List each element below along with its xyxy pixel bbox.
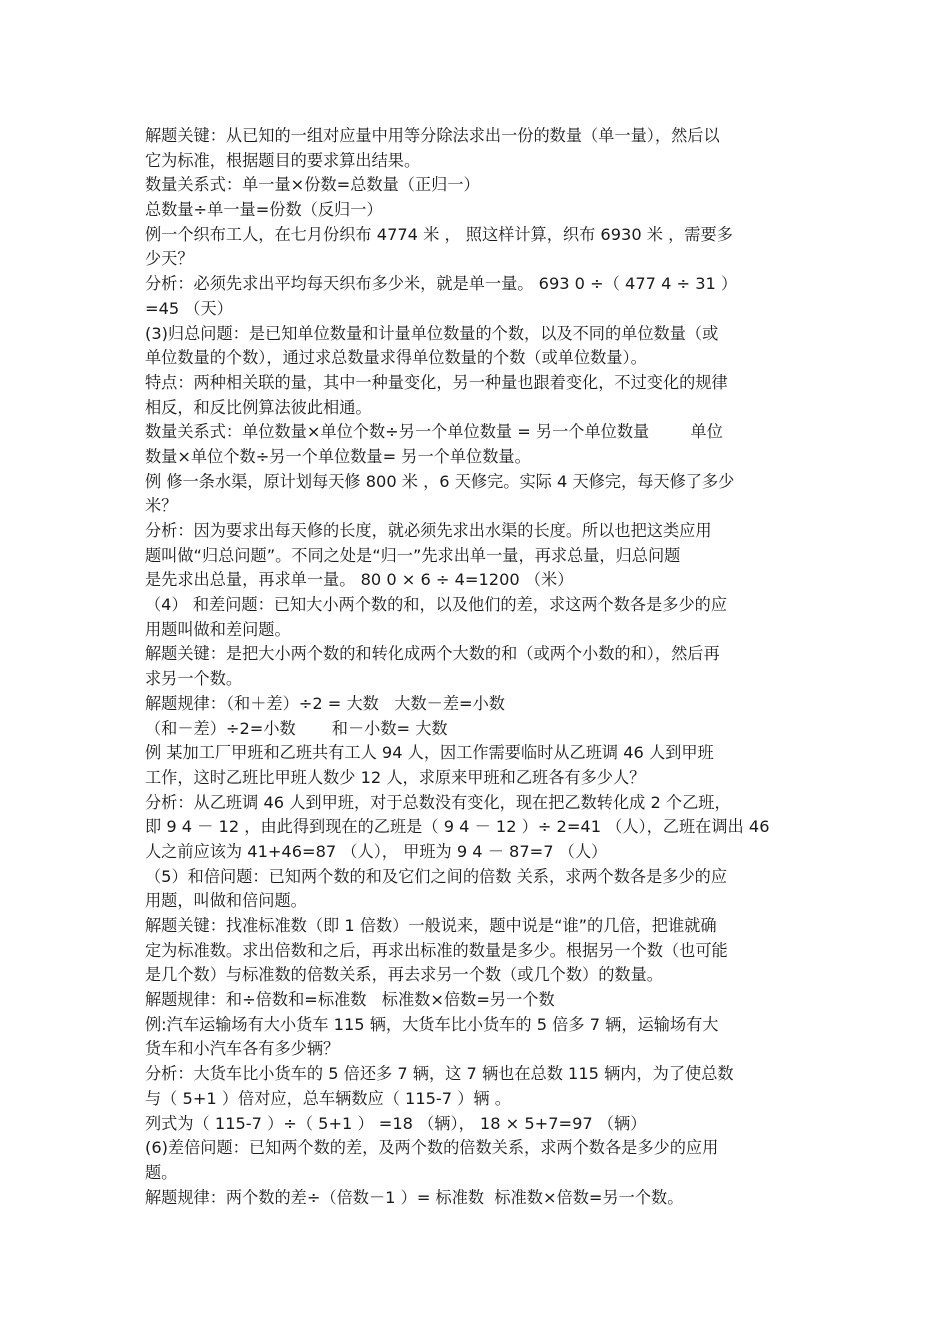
text-line: (3)归总问题：是已知单位数量和计量单位数量的个数，以及不同的单位数量（或 xyxy=(145,323,719,343)
text-line: 人之前应该为 41+46=87 （人）， 甲班为 9 4 － 87=7 （人） xyxy=(145,841,608,861)
text-line: 例 修一条水渠，原计划每天修 800 米 ，6 天修完。实际 4 天修完，每天修了多少 xyxy=(145,471,735,491)
text-line: 工作，这时乙班比甲班人数少 12 人，求原来甲班和乙班各有多少人？ xyxy=(145,767,646,787)
text-line: 解题规律：两个数的差÷（倍数－1 ）= 标准数 标准数×倍数=另一个数。 xyxy=(145,1187,684,1207)
text-line: 解题规律：（和＋差）÷2 = 大数 大数－差=小数 xyxy=(145,693,505,713)
text-line: 它为标准，根据题目的要求算出结果。 xyxy=(145,150,421,170)
text-line: 数量关系式：单位数量×单位个数÷另一个单位数量 = 另一个单位数量 单位 xyxy=(145,422,723,442)
text-line: 例:汽车运输场有大小货车 115 辆，大货车比小货车的 5 倍多 7 辆，运输场有大 xyxy=(145,1014,719,1034)
text-line: =45 （天） xyxy=(145,298,233,318)
text-line: 货车和小汽车各有多少辆？ xyxy=(145,1039,340,1059)
text-line: 分析：从乙班调 46 人到甲班，对于总数没有变化，现在把乙数转化成 2 个乙班， xyxy=(145,792,731,812)
text-line: 分析：因为要求出每天修的长度，就必须先求出水渠的长度。所以也把这类应用 xyxy=(145,521,712,540)
text-line: （5）和倍问题：已知两个数的和及它们之间的倍数 关系，求两个数各是多少的应 xyxy=(145,866,728,886)
text-line: 例 某加工厂甲班和乙班共有工人 94 人，因工作需要临时从乙班调 46 人到甲班 xyxy=(145,743,714,763)
text-line: 用题叫做和差问题。 xyxy=(145,619,291,639)
text-line: 总数量÷单一量=份数（反归一） xyxy=(145,200,383,220)
text-line: 例一个织布工人，在七月份织布 4774 米 ， 照这样计算，织布 6930 米 ，需要多 xyxy=(145,224,733,244)
text-line: 是先求出总量，再求单一量。 80 0 × 6 ÷ 4=1200 （米） xyxy=(145,570,574,590)
text-line: (6)差倍问题：已知两个数的差，及两个数的倍数关系，求两个数各是多少的应用 xyxy=(145,1138,719,1158)
text-line: 用题，叫做和倍问题。 xyxy=(145,891,307,911)
text-line: 求另一个数。 xyxy=(145,669,243,689)
text-line: 分析：大货车比小货车的 5 倍还多 7 辆，这 7 辆也在总数 115 辆内，为了使总数 xyxy=(145,1064,734,1084)
text-line: 数量×单位个数÷另一个单位数量= 另一个单位数量。 xyxy=(145,446,531,466)
document-body xyxy=(145,124,810,1210)
text-line: 相反，和反比例算法彼此相通。 xyxy=(145,397,372,417)
text-line: 特点：两种相关联的量，其中一种量变化，另一种量也跟着变化，不过变化的规律 xyxy=(145,372,728,392)
text-line: 分析：必须先求出平均每天织布多少米，就是单一量。 693 0 ÷（ 477 4 ÷ 31 ） xyxy=(145,274,738,294)
text-line: （4） 和差问题：已知大小两个数的和，以及他们的差，求这两个数各是多少的应 xyxy=(145,595,728,615)
text-line: 解题关键：是把大小两个数的和转化成两个大数的和（或两个小数的和），然后再 xyxy=(145,644,720,664)
text-line: （和－差）÷2=小数 和－小数= 大数 xyxy=(145,718,448,738)
text-line: 列式为（ 115-7 ）÷（ 5+1 ） =18 （辆）， 18 × 5+7=97 （辆） xyxy=(145,1113,647,1133)
text-line: 米？ xyxy=(145,496,178,516)
text-line: 题。 xyxy=(145,1162,178,1182)
text-line: 是几个数）与标准数的倍数关系，再去求另一个数（或几个数）的数量。 xyxy=(145,965,663,985)
text-line: 少天？ xyxy=(145,249,194,269)
text-line: 解题关键：找准标准数（即 1 倍数）一般说来，题中说是“谁”的几倍，把谁就确 xyxy=(145,916,717,935)
text-line: 题叫做“归总问题”。不同之处是“归一”先求出单一量，再求总量，归总问题 xyxy=(145,545,681,565)
text-line: 解题关键：从已知的一组对应量中用等分除法求出一份的数量（单一量），然后以 xyxy=(145,126,720,145)
text-line: 数量关系式：单一量×份数=总数量（正归一） xyxy=(145,175,480,195)
text-line: 即 9 4 － 12 ，由此得到现在的乙班是（ 9 4 － 12 ）÷ 2=41 （人），乙班在调出 46 xyxy=(145,817,770,837)
text-line: 与（ 5+1 ）倍对应，总车辆数应（ 115-7 ）辆 。 xyxy=(145,1088,511,1108)
text-line: 定为标准数。求出倍数和之后，再求出标准的数量是多少。根据另一个数（也可能 xyxy=(145,940,728,960)
text-line: 单位数量的个数），通过求总数量求得单位数量的个数（或单位数量）。 xyxy=(145,348,647,368)
text-line: 解题规律：和÷倍数和=标准数 标准数×倍数=另一个数 xyxy=(145,990,555,1010)
